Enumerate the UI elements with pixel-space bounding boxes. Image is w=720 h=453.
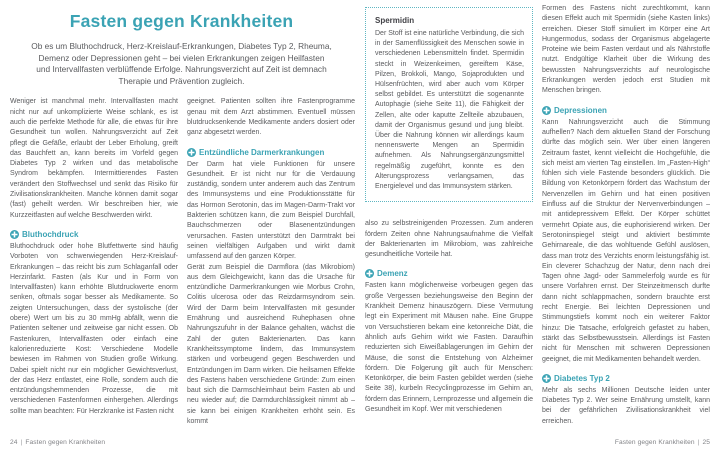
column-2 <box>187 97 355 427</box>
section-heading-label: Demenz <box>377 269 408 279</box>
paragraph-bluthochdruck: Bluthochdruck oder hohe Blutfettwerte sind häufig Vorboten von schwerwiegenden Herz-Kreislauf-Erkrankungen – das reicht bis zum Schlaganfall oder Herzinfarkt. Fasten (als Kur und in Form von Intervallfasten) kann erhöhte Blutdruckwerte enorm senken, oftmals sogar besser als Medikamente. So zeigten Untersuchungen, dass der systolische (der obere) Wert um bis zu 30 mmHg abfällt, wenn die Patienten seltener und zeitweise gar nicht essen. Ob Fastenkuren, Intervallfasten oder einfach eine kalorienreduzierte Kost: Verschiedene Modelle bewiesen im Rahmen von Studien große Wirkung. Dabei spielt nicht nur ein möglicher Gewichtsverlust, der das Herz entlastet, eine Rolle, sondern auch die entzündungshemmenden Prozesse, die mit verschiedenen Fastenformen einhergehen. Allerdings sollte man beachten: Für Herzkranke ist Fasten nicht <box>10 242 178 415</box>
spermidin-box <box>365 7 533 202</box>
plus-circle-icon <box>542 374 551 383</box>
section-heading-diabetes <box>542 374 710 383</box>
column-4 <box>542 4 710 427</box>
paragraph-continuation: also zu selbstreinigenden Prozessen. Zum anderen fördern Zeiten ohne Nahrungsaufnahme die Vielfalt der Bakterienarten im Mikrobiom, was zahlreiche gesundheitliche Vorteile hat. <box>365 220 533 259</box>
footer-separator: | <box>20 439 23 446</box>
section-heading-demenz <box>365 269 533 278</box>
column-3 <box>365 4 533 427</box>
paragraph-darm-2: Gerät zum Beispiel die Darmflora (das Mikrobiom) aus dem Gleichgewicht, kann das die Ursache für entzündliche Darmerkrankungen wie Morbus Crohn, Colitis ulcerosa oder das Reizdarmsyndrom sein. Wird der Darm beim Intervallfasten mit gesunder Ernährung und ausreichend Ruhephasen ohne Nahrungszufuhr in der Balance gehalten, wächst die Zahl der guten Bakterienarten. Das kann Krankheitssymptome lindern, das Immunsystem stärken und vorbeugend gegen Beschwerden und Entzündungen im Darm wirken. Die heilsamen Effekte des Fastens haben verschiedene Gründe: Zum einen baut sich die Darmschleimhaut beim Fasten ab und neu wieder auf; die Darmdurchlässigkeit nimmt ab – sie kann bei einigen Krankheiten erhöht sein. Es kommt <box>187 263 355 425</box>
footer-left <box>10 439 105 446</box>
plus-circle-icon <box>187 148 196 157</box>
page-number: 24 <box>10 439 18 446</box>
section-heading-label: Bluthochdruck <box>22 229 79 239</box>
footer-label: Fasten gegen Krankheiten <box>25 439 106 446</box>
paragraph-diabetes: Mehr als sechs Millionen Deutsche leiden unter Diabetes Typ 2. Wer seine Ernährung umstellt, kann bei der gefährlichen Zivilisationskrankheit viel erreichen. <box>542 386 710 425</box>
paragraph-lead: Weniger ist manchmal mehr. Intervallfasten macht nicht nur auf unkomplizierte Weise schlank, es ist auch die perfekte Methode für alle, die etwas für ihre Gesundheit tun wollen. Nahrungsverzicht auf Zeit pflegt die Gefäße, erlaubt der Leber Erholung, greift das Bauchfett an, kann bereits im Vorfeld gegen Diabetes Typ 2 wirken und das metabolische Syndrom bekämpfen. Intermittierendes Fasten verändert den Stoffwechsel und senkt das Risiko für Zivilisationskrankheiten. Manche können damit sogar (fast) geheilt werden. Wir beschreiben hier, wie Kurzzeitfasten auf welche Beschwerden wirkt. <box>10 98 178 219</box>
paragraph-darm-1: Der Darm hat viele Funktionen für unsere Gesundheit. Er ist nicht nur für die Verdauung zuständig, sondern unter anderem auch das Zentrum des Immunsystems und eine Produktionsstätte für das Hormon Serotonin, das im Magen-Darm-Trakt vor Bakterien schützen kann, die zum Beispiel Durchfall, Bauchschmerzen oder Blasenentzündungen verursachen. Fasten unterstützt den Darmtrakt bei seinen vielfältigen Aufgaben und wirkt damit umfassend auf den ganzen Körper. <box>187 160 355 261</box>
right-columns <box>365 4 710 427</box>
section-heading-depressionen <box>542 106 710 115</box>
section-heading-darmerkrankungen <box>187 148 355 157</box>
section-heading-label: Depressionen <box>554 105 607 115</box>
intro-text: Ob es um Bluthochdruck, Herz-Kreislauf-Erkrankungen, Diabetes Typ 2, Rheuma, Demenz oder Depressionen geht – bei vielen Erkrankungen zeigen Heilfasten und Intervallfasten verblüffende Erfolge. Nahrungsverzicht auf Zeit ist demnach Therapie und Prävention zugleich. <box>31 41 332 86</box>
page-title: Fasten gegen Krankheiten <box>69 11 294 31</box>
paragraph-demenz: Fasten kann möglicherweise vorbeugen gegen das große Vergessen beziehungsweise den Beginn der Krankheit Demenz hinauszögern. Diese Vermutung legt ein Experiment mit Mäusen nahe. Eine Gruppe von Versuchstieren bekam eine ketonreiche Diät, die ähnlich aufs Gehirn wirkt wie Fasten. Daraufhin reduzierten sich Eiweißablagerungen im Gehirn der Mäuse, die sonst die Entstehung von Alzheimer fördern. Die Folgerung gilt auch für Menschen: Ketonkörper, die beim Fasten gebildet werden (siehe Seite 38), kurbeln Recyclingprozesse im Gehirn an, fördern das Erinnern, Lernprozesse und allgemein die Gesundheit im Kopf. Wer mit verschiedenen <box>365 282 533 413</box>
section-heading-label: Entzündliche Darmerkrankungen <box>199 147 325 157</box>
left-columns <box>10 97 353 427</box>
column-1 <box>10 97 178 427</box>
section-heading-bluthochdruck <box>10 230 178 239</box>
plus-circle-icon <box>10 230 19 239</box>
paragraph-depressionen: Kann Nahrungsverzicht auch die Stimmung aufhellen? Nach dem aktuellen Stand der Forschung dürfte das möglich sein. Wer über einen längeren Zeitraum fastet, kennt vielleicht die Hochgefühle, die sich meist am vierten Tag einstellen. Im „Fasten-High“ fühlen sich viele Fastende besonders glücklich. Die Bildung von Ketonkörpern fördert das Wachstum der Nervenzellen im Gehirn und hat einen positiven Einfluss auf die Struktur der Nervenverbindungen – mit antidepressivem Effekt. Der Körper schüttet vermehrt Opiate aus, die euphorisierend wirken. Der Serotoninspiegel steigt und aktiviert bestimmte Gehirnareale, die das wohltuende Gefühl auslösen, dass man trotz des Verzichts enorm leistungsfähig ist. Ein cleverer Schachzug der Natur, denn nach drei Tagen ohne Jagd- oder Sammelerfolg wurde es für unsere Vorfahren ernst. Der Steinzeitmensch durfte dann nicht schlappmachen, sondern brauchte erst recht Energie. Bei leichten Depressionen und Stimmungstiefs kommt noch ein weiterer Faktor hinzu: Die Tatsache, erfolgreich gefastet zu haben, stärkt das Selbstbewusstsein. Allerdings ist Fasten nicht für Menschen mit schweren Depressionen geeignet, die mit Medikamenten behandelt werden. <box>542 118 710 363</box>
paragraph-continuation: geeignet. Patienten sollten ihre Fastenprogramme genau mit dem Arzt abstimmen. Eventuell müssen blutdrucksenkende Medikamente anders dosiert oder ganz abgesetzt werden. <box>187 98 355 137</box>
footer-label: Fasten gegen Krankheiten <box>614 439 695 446</box>
footer-separator: | <box>697 439 700 446</box>
footer-right <box>615 439 710 446</box>
spermidin-box-body: Der Stoff ist eine natürliche Verbindung, die sich in der Samenflüssigkeit des Menschen sowie in verschiedenen Lebensmitteln findet. Spermidin steckt in Weizenkeimen, gereiftem Käse, Pilzen, Brokkoli, Mango, Sojaprodukten und Hülsenfrüchten, wird aber auch vom Körper selbst gebildet. Es unterstützt die sogenannte Autophagie (siehe Seite 11), die Fähigkeit der Zellen, alte oder kaputte Zellteile abzubauen, damit der Organismus gesund und jung bleibt. Über die Nahrung können wir allerdings kaum nennenswerte Mengen an Spermidin aufnehmen. Als Nahrungsergänzungsmittel regelmäßig zugeführt, konnte es den Alterungsprozess verlangsamen, das Energielevel und das Immunsystem stärken. <box>375 30 524 191</box>
spermidin-box-title: Spermidin <box>375 16 415 25</box>
page-right <box>360 0 720 453</box>
paragraph-continuation: Formen des Fastens nicht zurechtkommt, kann diesen Effekt auch mit Spermidin (siehe Kasten links) erreichen. Dieser Stoff simuliert im Körper eine Art Hungermodus, sodass der Organismus abgelagerte Proteine wie beim Fasten verdaut und als Nährstoffe nutzt. Endgültige Klarheit über die Wirkung des bewussten Nahrungsverzichts auf neurologische Erkrankungen werden jedoch erst Studien mit Menschen bringen. <box>542 5 710 95</box>
plus-circle-icon <box>365 269 374 278</box>
section-heading-label: Diabetes Typ 2 <box>554 373 610 383</box>
page-number: 25 <box>702 439 710 446</box>
plus-circle-icon <box>542 106 551 115</box>
